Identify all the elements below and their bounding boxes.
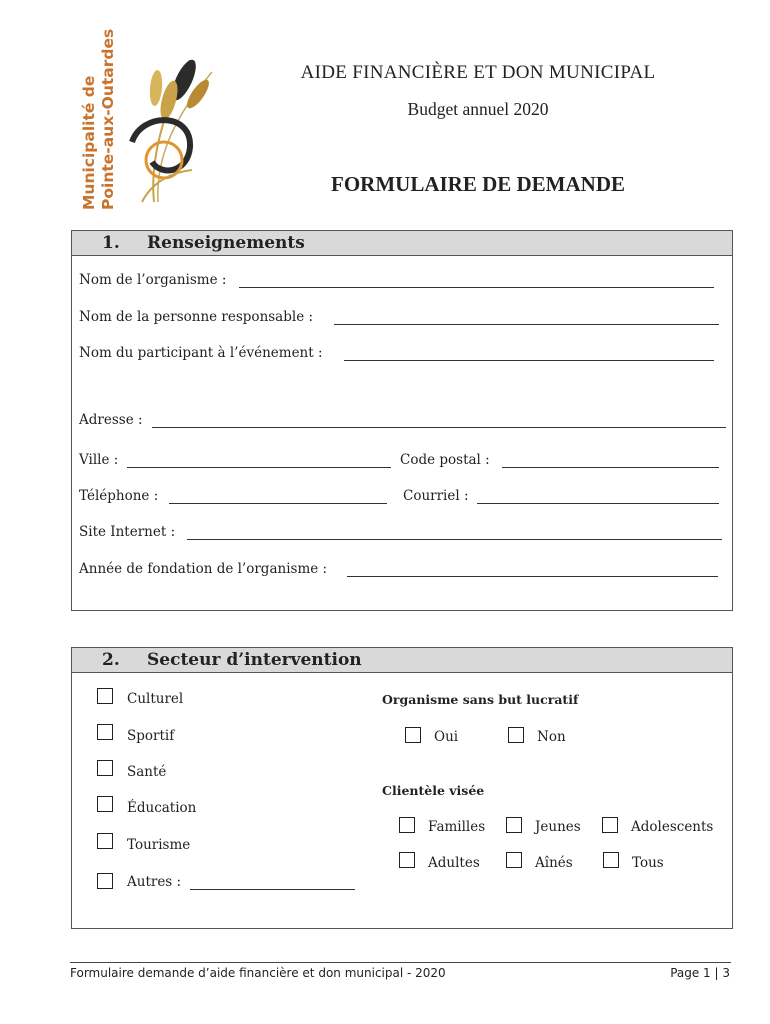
- section-number: 1.: [102, 233, 120, 253]
- aines-checkbox[interactable]: [506, 852, 522, 868]
- familles-checkbox[interactable]: [399, 817, 415, 833]
- section-header: [72, 648, 732, 673]
- courriel-field[interactable]: [477, 503, 719, 504]
- responsable-field[interactable]: [334, 324, 719, 325]
- adultes-label: Adultes: [428, 855, 480, 871]
- section-renseignements: [71, 230, 733, 611]
- section-title: Renseignements: [147, 233, 305, 253]
- code-postal-label: Code postal :: [400, 452, 490, 468]
- autres-label: Autres :: [127, 874, 182, 890]
- telephone-field[interactable]: [169, 503, 387, 504]
- tourisme-label: Tourisme: [127, 837, 191, 853]
- culturel-label: Culturel: [127, 691, 184, 707]
- adresse-label: Adresse :: [79, 412, 143, 428]
- tous-label: Tous: [632, 855, 664, 871]
- obnl-oui-label: Oui: [434, 729, 459, 745]
- clientele-heading: Clientèle visée: [382, 783, 485, 798]
- tourisme-checkbox[interactable]: [97, 833, 113, 849]
- adresse-field[interactable]: [152, 427, 726, 428]
- autres-field[interactable]: [190, 889, 355, 890]
- logo-lettering: Municipalité de Pointe-aux-Outardes: [80, 28, 117, 210]
- organisme-field[interactable]: [239, 287, 714, 288]
- sportif-label: Sportif: [127, 728, 175, 744]
- adolescents-checkbox[interactable]: [602, 817, 618, 833]
- document-title: AIDE FINANCIÈRE ET DON MUNICIPAL: [300, 62, 656, 83]
- tous-checkbox[interactable]: [603, 852, 619, 868]
- ville-field[interactable]: [127, 467, 391, 468]
- obnl-heading: Organisme sans but lucratif: [382, 692, 579, 707]
- section-header: [72, 231, 732, 256]
- education-label: Éducation: [127, 800, 197, 816]
- section-secteur: [71, 647, 733, 929]
- ville-label: Ville :: [79, 452, 119, 468]
- footer-page-number: Page 1 | 3: [670, 966, 730, 980]
- courriel-label: Courriel :: [403, 488, 469, 504]
- sante-checkbox[interactable]: [97, 760, 113, 776]
- site-field[interactable]: [187, 539, 722, 540]
- fondation-label: Année de fondation de l’organisme :: [79, 561, 328, 577]
- fondation-field[interactable]: [347, 576, 718, 577]
- sportif-checkbox[interactable]: [97, 724, 113, 740]
- culturel-checkbox[interactable]: [97, 688, 113, 704]
- jeunes-label: Jeunes: [535, 819, 581, 835]
- participant-field[interactable]: [344, 360, 714, 361]
- telephone-label: Téléphone :: [79, 488, 159, 504]
- footer-divider: [70, 962, 731, 963]
- autres-checkbox[interactable]: [97, 873, 113, 889]
- obnl-oui-checkbox[interactable]: [405, 727, 421, 743]
- organisme-label: Nom de l’organisme :: [79, 272, 227, 288]
- obnl-non-label: Non: [537, 729, 566, 745]
- footer-document-name: Formulaire demande d’aide financière et don municipal - 2020: [70, 966, 446, 980]
- jeunes-checkbox[interactable]: [506, 817, 522, 833]
- adolescents-label: Adolescents: [631, 819, 714, 835]
- section-title: Secteur d’intervention: [147, 650, 362, 670]
- responsable-label: Nom de la personne responsable :: [79, 309, 314, 325]
- education-checkbox[interactable]: [97, 796, 113, 812]
- familles-label: Familles: [428, 819, 486, 835]
- code-postal-field[interactable]: [502, 467, 719, 468]
- obnl-non-checkbox[interactable]: [508, 727, 524, 743]
- form-title: FORMULAIRE DE DEMANDE: [331, 172, 625, 196]
- aines-label: Aînés: [535, 855, 573, 871]
- adultes-checkbox[interactable]: [399, 852, 415, 868]
- participant-label: Nom du participant à l’événement :: [79, 345, 323, 361]
- document-subtitle: Budget annuel 2020: [407, 99, 549, 119]
- section-number: 2.: [102, 650, 120, 670]
- sante-label: Santé: [127, 764, 167, 780]
- site-label: Site Internet :: [79, 524, 176, 540]
